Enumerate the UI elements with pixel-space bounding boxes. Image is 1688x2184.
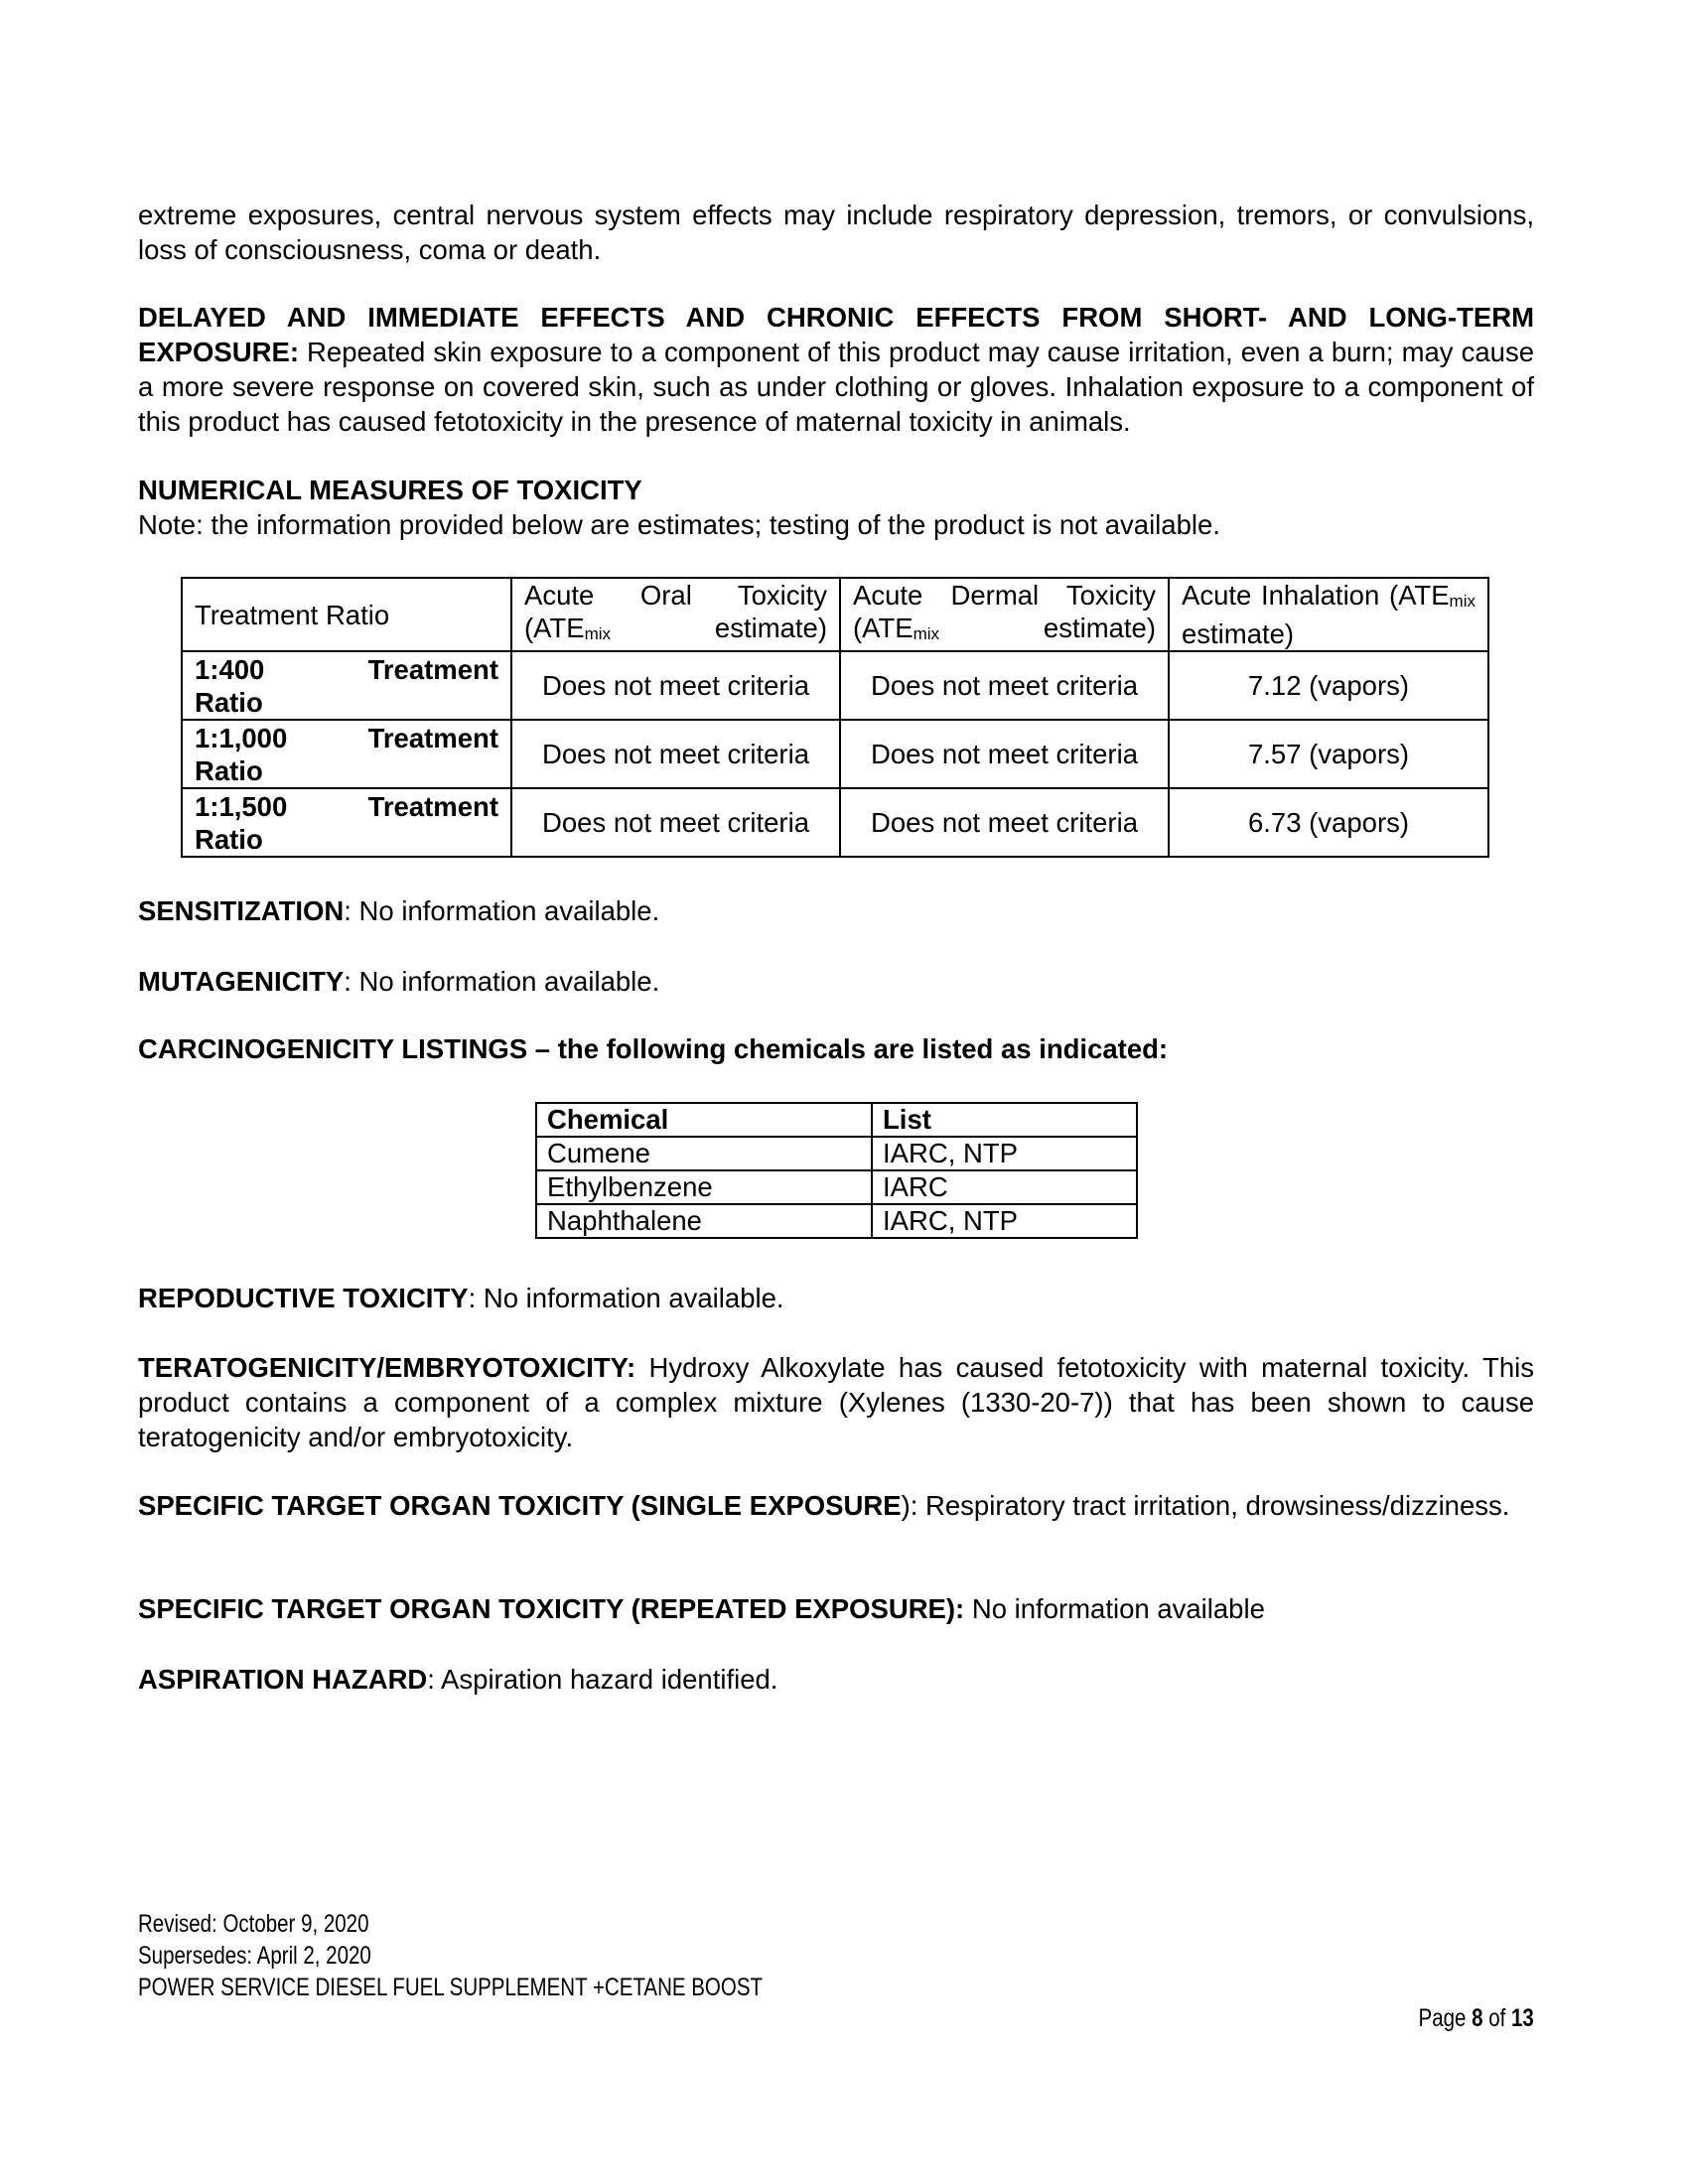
table-row: 1:1,000 Treatment Ratio Does not meet criteria Does not meet criteria 7.57 (vapors) bbox=[182, 720, 1488, 788]
teratogenicity-section: TERATOGENICITY/EMBRYOTOXICITY: Hydroxy Alkoxylate has caused fetotoxicity with maternal toxicity. This product contains a component of a complex mixture (Xylenes (1330-20-7)) that has been shown to cause teratogenicity and/or embryotoxicity. bbox=[138, 1352, 1534, 1452]
numerical-measures-section bbox=[138, 473, 1534, 542]
table-row: Cumene IARC, NTP bbox=[536, 1137, 1137, 1170]
table-header-row: Treatment Ratio Acute Oral Toxicity ($ATE_{mix}$ estimate) Acute Dermal Toxicity ($ATE_{mix}$ estimate) Acute Inhalation ($ATE_{mix}$ estimate) bbox=[182, 578, 1488, 651]
table-row: 1:400 Treatment Ratio Does not meet criteria Does not meet criteria 7.12 (vapors) bbox=[182, 651, 1488, 720]
aspiration-section: ASPIRATION HAZARD: Aspiration hazard identified. bbox=[138, 1664, 778, 1695]
delayed-effects-section: DELAYED AND IMMEDIATE EFFECTS AND CHRONIC EFFECTS FROM SHORT- AND LONG-TERM EXPOSURE: Repeated skin exposure to a component of this product may cause irritation, even a burn; may cause a more severe response on covered skin, such as under clothing or gloves. Inhalation exposure to a component of this product has caused fetotoxicity in the presence of maternal toxicity in animals. bbox=[138, 302, 1534, 437]
toxicity-table bbox=[181, 577, 1489, 858]
carcinogenicity-section: CARCINOGENICITY LISTINGS – the following chemicals are listed as indicated: bbox=[138, 1033, 1169, 1064]
section-heading: DELAYED AND IMMEDIATE EFFECTS AND CHRONIC EFFECTS FROM SHORT- AND LONG-TERM EXPOSURE: bbox=[138, 302, 1534, 367]
sensitization-section: SENSITIZATION: No information available. bbox=[138, 895, 660, 926]
footer-revised: Revised: October 9, 2020 bbox=[138, 1910, 369, 1938]
page-number: Page 8 of 13 bbox=[1418, 2004, 1534, 2032]
table-header-row: Chemical List bbox=[536, 1103, 1137, 1137]
stot-single-section: SPECIFIC TARGET ORGAN TOXICITY (SINGLE EXPOSURE): Respiratory tract irritation, drowsiness/dizziness. bbox=[138, 1490, 1510, 1521]
reproductive-section: REPODUCTIVE TOXICITY: No information available. bbox=[138, 1283, 784, 1313]
footer-supersedes: Supersedes: April 2, 2020 bbox=[138, 1942, 371, 1970]
stot-repeated-section: SPECIFIC TARGET ORGAN TOXICITY (REPEATED EXPOSURE): No information available bbox=[138, 1593, 1265, 1624]
footer-product: POWER SERVICE DIESEL FUEL SUPPLEMENT +CETANE BOOST bbox=[138, 1974, 764, 2001]
table-row: Naphthalene IARC, NTP bbox=[536, 1204, 1137, 1238]
carcinogen-table bbox=[535, 1102, 1138, 1239]
note: Note: the information provided below are estimates; testing of the product is not available. bbox=[138, 509, 1220, 540]
intro-paragraph: extreme exposures, central nervous system effects may include respiratory depression, tremors, or convulsions, loss of consciousness, coma or death. bbox=[138, 200, 1534, 265]
mutagenicity-section: MUTAGENICITY: No information available. bbox=[138, 966, 660, 997]
section-heading: NUMERICAL MEASURES OF TOXICITY bbox=[138, 475, 642, 505]
table-row: Ethylbenzene IARC bbox=[536, 1170, 1137, 1204]
table-row: 1:1,500 Treatment Ratio Does not meet criteria Does not meet criteria 6.73 (vapors) bbox=[182, 788, 1488, 857]
